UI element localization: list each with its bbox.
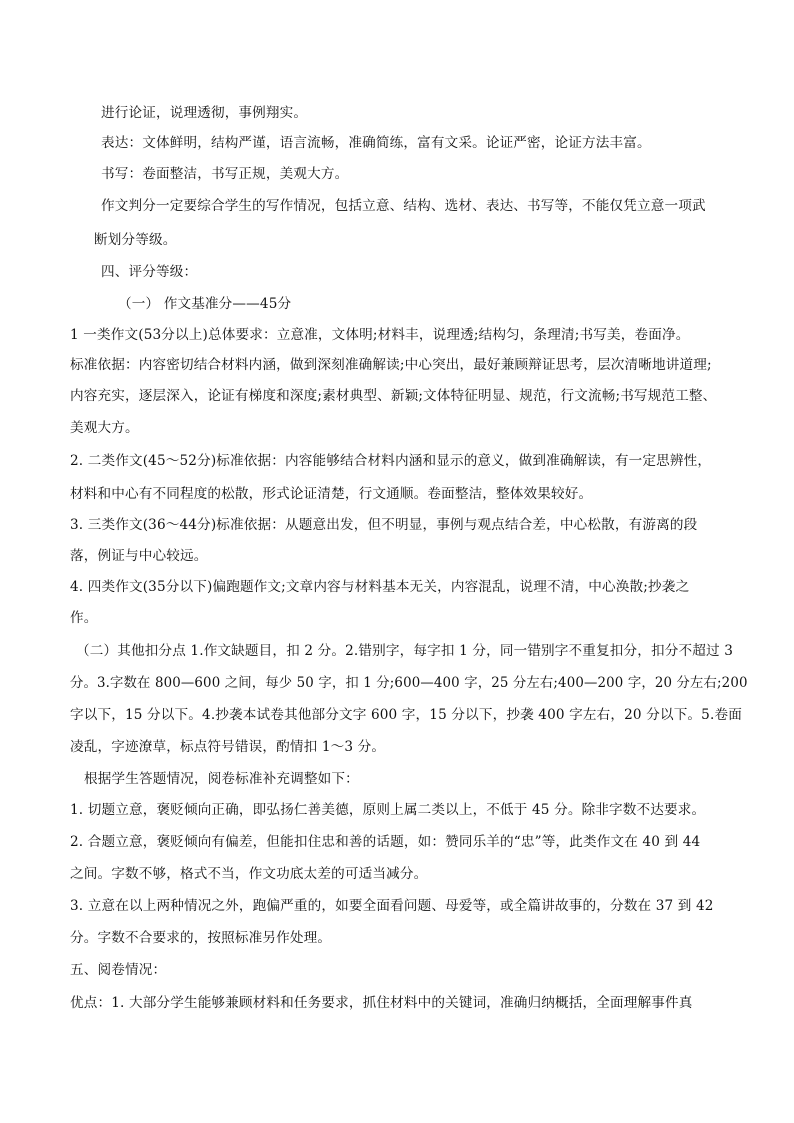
- body-line: 美观大方。: [70, 420, 139, 436]
- body-line: 1 一类作文(53分以上)总体要求：立意准，文体明;材料丰，说理透;结构匀，条理清;书写美，卷面净。: [70, 327, 690, 343]
- body-line: 断划分等级。: [94, 232, 177, 248]
- body-line: 分。字数不合要求的，按照标准另作处理。: [70, 930, 332, 946]
- body-line: 2. 二类作文(45～52分)标准依据：内容能够结合材料内涵和显示的意义，做到准确解读，有一定思辨性，: [70, 453, 712, 469]
- body-line: 作文判分一定要综合学生的写作情况，包括立意、结构、选材、表达、书写等，不能仅凭立意一项武: [101, 198, 706, 214]
- body-line: 标准依据：内容密切结合材料内涵，做到深刻准确解读;中心突出，最好兼顾辩证思考，层次清晰地讲道理;: [70, 357, 712, 373]
- body-line: 优点：1. 大部分学生能够兼顾材料和任务要求，抓住材料中的关键词，准确归纳概括，全面理解事件真: [70, 995, 693, 1011]
- body-line: 4. 四类作文(35分以下)偏跑题作文;文章内容与材料基本无关，内容混乱，说理不清，中心涣散;抄袭之: [70, 579, 690, 595]
- body-line: 材料和中心有不同程度的松散，形式论证清楚，行文通顺。卷面整洁，整体效果较好。: [70, 486, 593, 502]
- body-line: 表达：文体鲜明，结构严谨，语言流畅，准确简练，富有文采。论证严密，论证方法丰富。: [101, 135, 651, 151]
- section-heading: 五、阅卷情况：: [70, 962, 167, 978]
- body-line: 根据学生答题情况，阅卷标准补充调整如下：: [84, 771, 359, 787]
- body-line: 字以下，15 分以下。4.抄袭本试卷其他部分文字 600 字，15 分以下，抄袭 400 字左右，20 分以下。5.卷面: [70, 707, 742, 723]
- body-line: 落，例证与中心较远。: [70, 548, 208, 564]
- section-heading: 四、评分等级：: [101, 264, 198, 280]
- body-line: 之间。字数不够，格式不当，作文功底太差的可适当减分。: [70, 866, 428, 882]
- body-line: 分。3.字数在 800—600 之间，每少 50 字，扣 1 分;600—400 字，25 分左右;400—200 字，20 分左右;200: [70, 675, 748, 691]
- body-line: 2. 合题立意，褒贬倾向有偏差，但能扣住忠和善的话题，如：赞同乐羊的“忠”等，此类作文在 40 到 44: [70, 834, 701, 850]
- body-line: 进行论证，说理透彻，事例翔实。: [101, 105, 308, 121]
- body-line: 1. 切题立意，褒贬倾向正确，即弘扬仁善美德，原则上属二类以上，不低于 45 分。除非字数不达要求。: [70, 802, 706, 818]
- body-line: 内容充实，逐层深入，论证有梯度和深度;素材典型、新颖;文体特征明显、规范，行文流畅;书写规范工整、: [70, 388, 717, 404]
- body-line: 3. 三类作文(36～44分)标准依据：从题意出发，但不明显，事例与观点结合差，中心松散，有游离的段: [70, 517, 698, 533]
- body-line: 3. 立意在以上两种情况之外，跑偏严重的，如要全面看问题、母爱等，或全篇讲故事的，分数在 37 到 42: [70, 898, 714, 914]
- sub-heading: （一） 作文基准分——45分: [118, 296, 292, 312]
- body-line: 凌乱，字迹潦草，标点符号错误，酌情扣 1～3 分。: [70, 739, 386, 755]
- body-line: （二）其他扣分点 1.作文缺题目，扣 2 分。2.错别字，每字扣 1 分，同一错别字不重复扣分，扣分不超过 3: [76, 643, 733, 659]
- body-line: 书写：卷面整洁，书写正规，美观大方。: [101, 166, 349, 182]
- body-line: 作。: [70, 610, 98, 626]
